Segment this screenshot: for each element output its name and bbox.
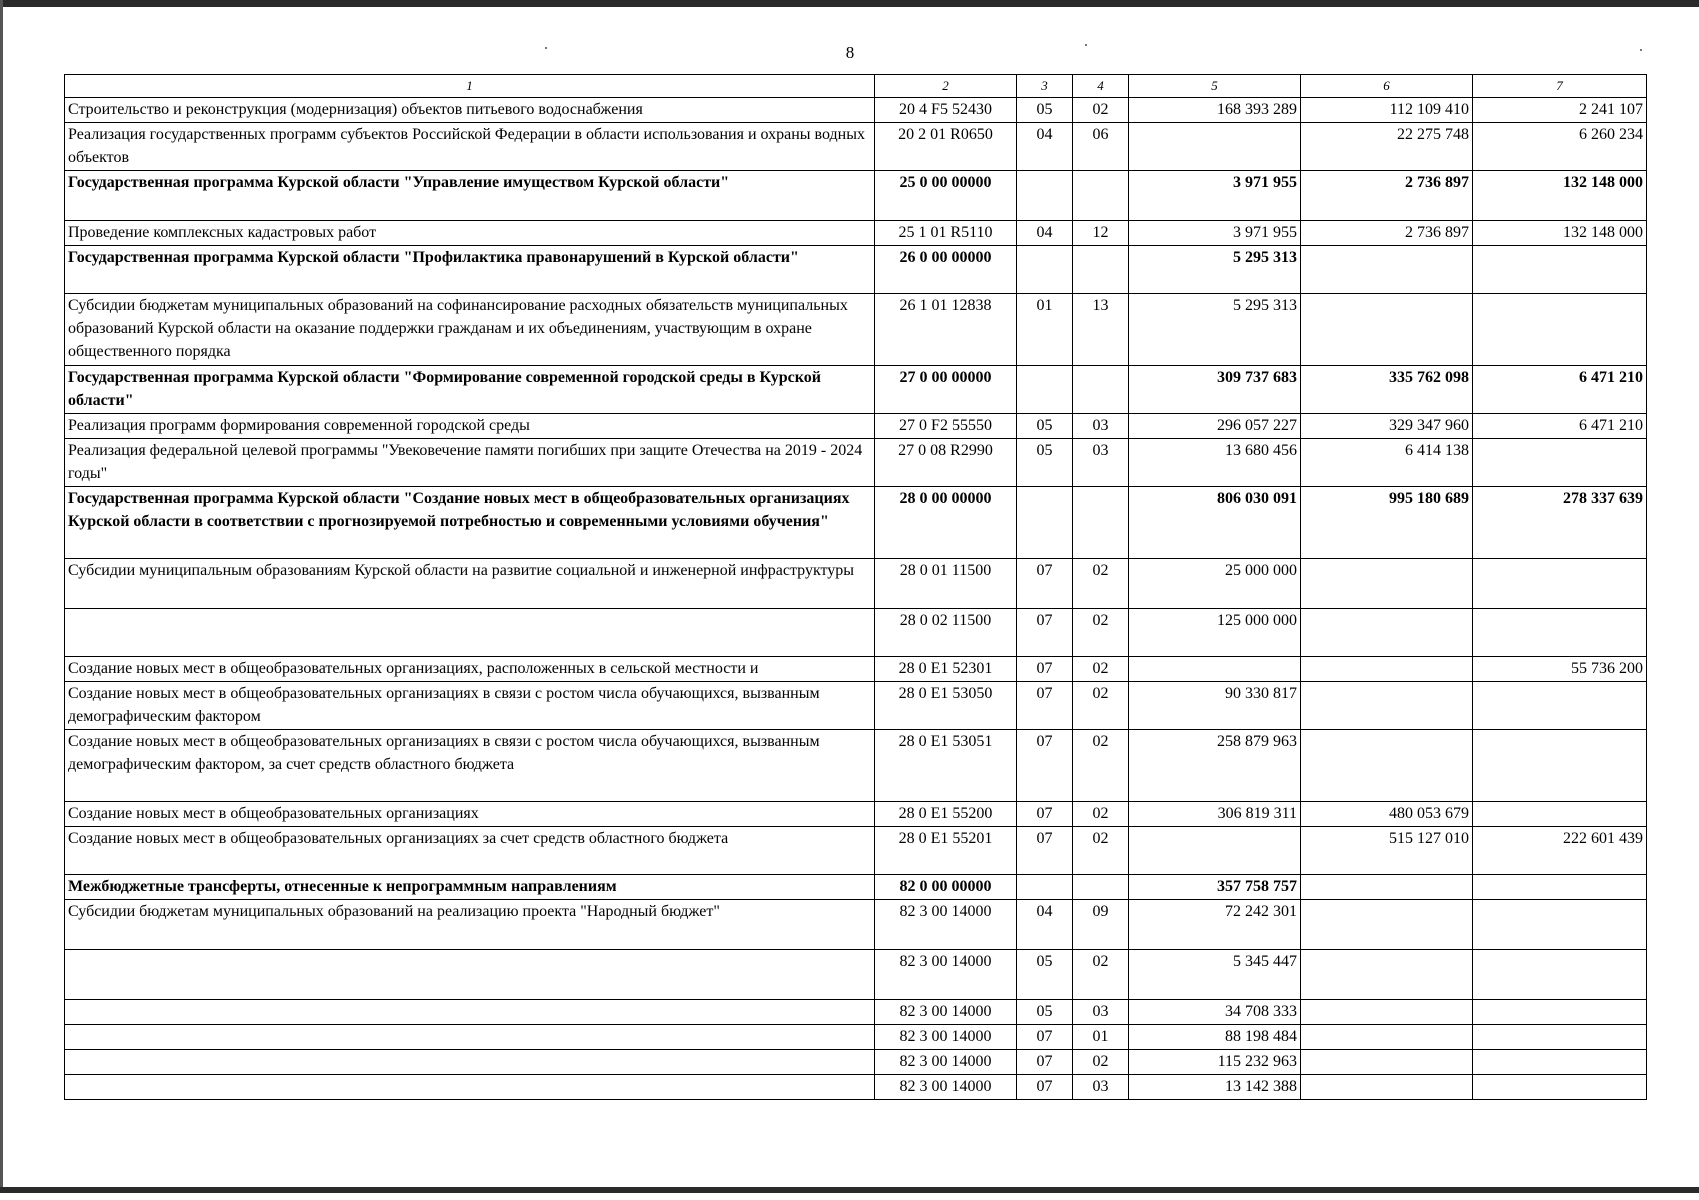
subsection-code-cell: 02 [1073, 730, 1129, 802]
subsection-code-cell [1073, 246, 1129, 294]
subsection-code-cell: 02 [1073, 98, 1129, 123]
section-code-cell [1017, 366, 1073, 414]
row-name-cell: Создание новых мест в общеобразовательных организациях за счет средств областного бюджета [65, 827, 875, 875]
subsection-code-cell: 02 [1073, 609, 1129, 657]
amount-cell: 5 295 313 [1129, 294, 1301, 366]
scan-speck [1085, 44, 1087, 46]
target-code-cell: 28 0 E1 53050 [875, 682, 1017, 730]
subsection-code-cell: 02 [1073, 950, 1129, 1000]
amount-cell [1473, 1025, 1647, 1050]
table-body [65, 98, 1647, 1100]
amount-cell: 72 242 301 [1129, 900, 1301, 950]
target-code-cell: 82 3 00 14000 [875, 1075, 1017, 1100]
amount-cell [1473, 730, 1647, 802]
column-number-row [65, 75, 1647, 98]
amount-cell: 309 737 683 [1129, 366, 1301, 414]
section-code-cell: 07 [1017, 559, 1073, 609]
table-row [65, 730, 1647, 802]
row-name-cell: Межбюджетные трансферты, отнесенные к непрограммным направлениям [65, 875, 875, 900]
row-name-cell [65, 1075, 875, 1100]
amount-cell: 222 601 439 [1473, 827, 1647, 875]
row-name-cell: Создание новых мест в общеобразовательных организациях в связи с ростом числа обучающихся, вызванным демографическим фактором, за счет средств областного бюджета [65, 730, 875, 802]
subsection-code-cell: 02 [1073, 657, 1129, 682]
section-code-cell: 07 [1017, 1025, 1073, 1050]
amount-cell: 25 000 000 [1129, 559, 1301, 609]
amount-cell: 329 347 960 [1301, 414, 1473, 439]
row-name-cell [65, 1050, 875, 1075]
amount-cell [1301, 730, 1473, 802]
row-name-cell: Государственная программа Курской области "Управление имуществом Курской области" [65, 171, 875, 221]
row-name-cell: Государственная программа Курской области "Профилактика правонарушений в Курской области" [65, 246, 875, 294]
subsection-code-cell [1073, 875, 1129, 900]
section-code-cell: 05 [1017, 414, 1073, 439]
table-row [65, 559, 1647, 609]
table-row [65, 1050, 1647, 1075]
amount-cell: 55 736 200 [1473, 657, 1647, 682]
target-code-cell: 26 0 00 00000 [875, 246, 1017, 294]
subsection-code-cell [1073, 487, 1129, 559]
section-code-cell [1017, 875, 1073, 900]
amount-cell: 22 275 748 [1301, 123, 1473, 171]
amount-cell: 480 053 679 [1301, 802, 1473, 827]
table-row [65, 900, 1647, 950]
scan-speck [1640, 49, 1642, 51]
amount-cell: 357 758 757 [1129, 875, 1301, 900]
budget-table [64, 74, 1647, 1100]
table-row [65, 1025, 1647, 1050]
amount-cell: 168 393 289 [1129, 98, 1301, 123]
amount-cell [1301, 609, 1473, 657]
target-code-cell: 28 0 E1 55201 [875, 827, 1017, 875]
column-header: 2 [875, 75, 1017, 98]
target-code-cell: 28 0 E1 53051 [875, 730, 1017, 802]
subsection-code-cell: 02 [1073, 559, 1129, 609]
section-code-cell [1017, 487, 1073, 559]
amount-cell: 806 030 091 [1129, 487, 1301, 559]
section-code-cell: 04 [1017, 900, 1073, 950]
column-header: 6 [1301, 75, 1473, 98]
amount-cell [1301, 875, 1473, 900]
amount-cell [1301, 900, 1473, 950]
amount-cell [1301, 682, 1473, 730]
amount-cell [1301, 1025, 1473, 1050]
target-code-cell: 27 0 F2 55550 [875, 414, 1017, 439]
subsection-code-cell: 02 [1073, 682, 1129, 730]
column-header: 5 [1129, 75, 1301, 98]
subsection-code-cell: 03 [1073, 1000, 1129, 1025]
amount-cell [1129, 123, 1301, 171]
target-code-cell: 82 3 00 14000 [875, 1050, 1017, 1075]
row-name-cell: Строительство и реконструкция (модернизация) объектов питьевого водоснабжения [65, 98, 875, 123]
row-name-cell: Создание новых мест в общеобразовательных организациях [65, 802, 875, 827]
amount-cell [1301, 1050, 1473, 1075]
table-row [65, 246, 1647, 294]
amount-cell [1473, 559, 1647, 609]
amount-cell [1473, 246, 1647, 294]
section-code-cell: 07 [1017, 682, 1073, 730]
target-code-cell: 82 3 00 14000 [875, 900, 1017, 950]
section-code-cell: 07 [1017, 730, 1073, 802]
section-code-cell: 07 [1017, 802, 1073, 827]
subsection-code-cell: 03 [1073, 1075, 1129, 1100]
amount-cell [1473, 1075, 1647, 1100]
amount-cell: 88 198 484 [1129, 1025, 1301, 1050]
amount-cell [1473, 609, 1647, 657]
table-row [65, 950, 1647, 1000]
amount-cell [1473, 1050, 1647, 1075]
amount-cell [1301, 950, 1473, 1000]
amount-cell [1473, 294, 1647, 366]
table-row [65, 439, 1647, 487]
target-code-cell: 82 3 00 14000 [875, 950, 1017, 1000]
amount-cell [1129, 827, 1301, 875]
subsection-code-cell: 03 [1073, 439, 1129, 487]
table-row [65, 98, 1647, 123]
amount-cell: 296 057 227 [1129, 414, 1301, 439]
amount-cell [1301, 1075, 1473, 1100]
row-name-cell: Государственная программа Курской области "Создание новых мест в общеобразовательных организациях Курской области в соответствии с прогнозируемой потребностью и современными условиями обучения" [65, 487, 875, 559]
amount-cell [1473, 1000, 1647, 1025]
amount-cell: 132 148 000 [1473, 221, 1647, 246]
target-code-cell: 25 0 00 00000 [875, 171, 1017, 221]
row-name-cell: Проведение комплексных кадастровых работ [65, 221, 875, 246]
section-code-cell: 04 [1017, 221, 1073, 246]
section-code-cell: 01 [1017, 294, 1073, 366]
target-code-cell: 20 2 01 R0650 [875, 123, 1017, 171]
amount-cell: 6 471 210 [1473, 414, 1647, 439]
amount-cell [1301, 657, 1473, 682]
amount-cell: 335 762 098 [1301, 366, 1473, 414]
amount-cell: 5 295 313 [1129, 246, 1301, 294]
table-row [65, 609, 1647, 657]
table-row [65, 171, 1647, 221]
target-code-cell: 28 0 01 11500 [875, 559, 1017, 609]
column-header: 3 [1017, 75, 1073, 98]
amount-cell: 258 879 963 [1129, 730, 1301, 802]
target-code-cell: 20 4 F5 52430 [875, 98, 1017, 123]
row-name-cell: Реализация государственных программ субъектов Российской Федерации в области использования и охраны водных объектов [65, 123, 875, 171]
table-row [65, 221, 1647, 246]
section-code-cell: 07 [1017, 1075, 1073, 1100]
target-code-cell: 27 0 08 R2990 [875, 439, 1017, 487]
section-code-cell: 07 [1017, 609, 1073, 657]
row-name-cell [65, 609, 875, 657]
section-code-cell: 05 [1017, 950, 1073, 1000]
row-name-cell: Субсидии муниципальным образованиям Курской области на развитие социальной и инженерной инфраструктуры [65, 559, 875, 609]
table-row [65, 827, 1647, 875]
subsection-code-cell: 13 [1073, 294, 1129, 366]
scan-border-left [0, 0, 3, 1193]
table-row [65, 487, 1647, 559]
table-row [65, 294, 1647, 366]
amount-cell: 6 414 138 [1301, 439, 1473, 487]
table-row [65, 1075, 1647, 1100]
target-code-cell: 82 3 00 14000 [875, 1025, 1017, 1050]
subsection-code-cell: 09 [1073, 900, 1129, 950]
row-name-cell [65, 1025, 875, 1050]
amount-cell: 2 736 897 [1301, 221, 1473, 246]
target-code-cell: 28 0 02 11500 [875, 609, 1017, 657]
row-name-cell [65, 1000, 875, 1025]
target-code-cell: 25 1 01 R5110 [875, 221, 1017, 246]
target-code-cell: 82 3 00 14000 [875, 1000, 1017, 1025]
amount-cell: 6 471 210 [1473, 366, 1647, 414]
amount-cell: 13 680 456 [1129, 439, 1301, 487]
amount-cell: 115 232 963 [1129, 1050, 1301, 1075]
page-number: 8 [845, 43, 855, 62]
row-name-cell: Создание новых мест в общеобразовательных организациях в связи с ростом числа обучающихся, вызванным демографическим фактором [65, 682, 875, 730]
table-row [65, 802, 1647, 827]
amount-cell: 3 971 955 [1129, 171, 1301, 221]
scan-speck [545, 47, 547, 49]
section-code-cell: 07 [1017, 827, 1073, 875]
section-code-cell: 07 [1017, 657, 1073, 682]
row-name-cell: Субсидии бюджетам муниципальных образований на реализацию проекта "Народный бюджет" [65, 900, 875, 950]
amount-cell [1473, 682, 1647, 730]
section-code-cell [1017, 171, 1073, 221]
row-name-cell: Реализация федеральной целевой программы "Увековечение памяти погибших при защите Отечества на 2019 - 2024 годы" [65, 439, 875, 487]
section-code-cell: 05 [1017, 98, 1073, 123]
amount-cell: 132 148 000 [1473, 171, 1647, 221]
column-header: 7 [1473, 75, 1647, 98]
amount-cell: 306 819 311 [1129, 802, 1301, 827]
row-name-cell: Субсидии бюджетам муниципальных образований на софинансирование расходных обязательств муниципальных образований Курской области на оказание поддержки гражданам и их объединениям, участвующим в охране общественного порядка [65, 294, 875, 366]
row-name-cell: Реализация программ формирования современной городской среды [65, 414, 875, 439]
subsection-code-cell [1073, 366, 1129, 414]
amount-cell: 112 109 410 [1301, 98, 1473, 123]
column-header: 1 [65, 75, 875, 98]
amount-cell: 2 736 897 [1301, 171, 1473, 221]
amount-cell: 278 337 639 [1473, 487, 1647, 559]
amount-cell: 5 345 447 [1129, 950, 1301, 1000]
subsection-code-cell: 02 [1073, 1050, 1129, 1075]
amount-cell [1129, 657, 1301, 682]
amount-cell [1473, 439, 1647, 487]
subsection-code-cell: 03 [1073, 414, 1129, 439]
amount-cell: 13 142 388 [1129, 1075, 1301, 1100]
amount-cell: 2 241 107 [1473, 98, 1647, 123]
amount-cell: 6 260 234 [1473, 123, 1647, 171]
subsection-code-cell: 06 [1073, 123, 1129, 171]
table-row [65, 414, 1647, 439]
scan-border-top [0, 0, 1699, 7]
table-row [65, 875, 1647, 900]
section-code-cell: 05 [1017, 439, 1073, 487]
section-code-cell: 05 [1017, 1000, 1073, 1025]
subsection-code-cell: 01 [1073, 1025, 1129, 1050]
target-code-cell: 28 0 00 00000 [875, 487, 1017, 559]
row-name-cell [65, 950, 875, 1000]
table-row [65, 123, 1647, 171]
row-name-cell: Создание новых мест в общеобразовательных организациях, расположенных в сельской местности и [65, 657, 875, 682]
section-code-cell: 07 [1017, 1050, 1073, 1075]
target-code-cell: 28 0 E1 52301 [875, 657, 1017, 682]
amount-cell [1473, 900, 1647, 950]
target-code-cell: 82 0 00 00000 [875, 875, 1017, 900]
subsection-code-cell [1073, 171, 1129, 221]
amount-cell [1301, 559, 1473, 609]
amount-cell: 515 127 010 [1301, 827, 1473, 875]
amount-cell: 995 180 689 [1301, 487, 1473, 559]
scan-border-bottom [0, 1187, 1699, 1193]
amount-cell: 90 330 817 [1129, 682, 1301, 730]
column-header: 4 [1073, 75, 1129, 98]
table-row [65, 366, 1647, 414]
amount-cell: 3 971 955 [1129, 221, 1301, 246]
table-row [65, 682, 1647, 730]
target-code-cell: 27 0 00 00000 [875, 366, 1017, 414]
target-code-cell: 28 0 E1 55200 [875, 802, 1017, 827]
amount-cell: 34 708 333 [1129, 1000, 1301, 1025]
amount-cell: 125 000 000 [1129, 609, 1301, 657]
amount-cell [1473, 875, 1647, 900]
table-row [65, 1000, 1647, 1025]
subsection-code-cell: 12 [1073, 221, 1129, 246]
subsection-code-cell: 02 [1073, 802, 1129, 827]
amount-cell [1301, 246, 1473, 294]
subsection-code-cell: 02 [1073, 827, 1129, 875]
amount-cell [1301, 294, 1473, 366]
section-code-cell [1017, 246, 1073, 294]
row-name-cell: Государственная программа Курской области "Формирование современной городской среды в Курской области" [65, 366, 875, 414]
table-row [65, 657, 1647, 682]
section-code-cell: 04 [1017, 123, 1073, 171]
target-code-cell: 26 1 01 12838 [875, 294, 1017, 366]
amount-cell [1473, 802, 1647, 827]
amount-cell [1473, 950, 1647, 1000]
amount-cell [1301, 1000, 1473, 1025]
